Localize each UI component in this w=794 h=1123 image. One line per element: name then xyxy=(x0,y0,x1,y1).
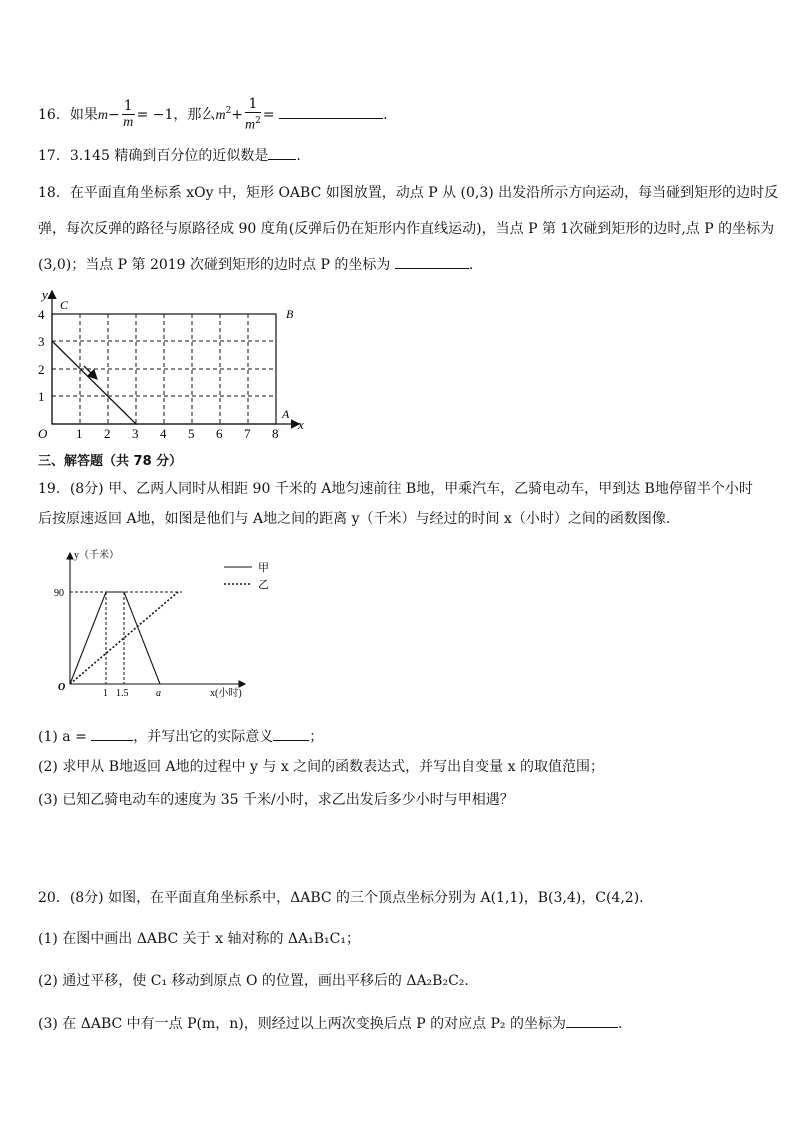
rectangle-grid-figure xyxy=(32,288,312,438)
q16-frac1-numerator: 1 xyxy=(123,98,133,115)
question-19-line-1: 19．(8分) 甲、乙两人同时从相距 90 千米的 A地匀速前往 B地，甲乘汽车，乙骑电动车，甲到达 B地停留半个小时 xyxy=(38,481,753,497)
graph-x-label: x(小时) xyxy=(210,688,242,699)
question-19-sub-2: (2) 求甲从 B地返回 A地的过程中 y 与 x 之间的函数表达式，并写出自变量 x 的取值范围； xyxy=(38,759,604,775)
graph-origin: O xyxy=(58,682,66,693)
graph-x-a: a xyxy=(156,688,161,699)
legend-yi-label: 乙 xyxy=(258,579,269,591)
q16-eq2: = xyxy=(262,106,275,123)
q19-answer-a-blank[interactable] xyxy=(91,740,133,741)
q20-end: . xyxy=(618,1016,623,1032)
y-tick-2: 2 xyxy=(38,362,45,377)
question-19-sub-3: (3) 已知乙骑电动车的速度为 35 千米/小时，求乙出发后多少小时与甲相遇？ xyxy=(38,792,514,808)
question-20-line-1: 20．(8分) 如图，在平面直角坐标系中，ΔABC 的三个顶点坐标分别为 A(1,1)，B(3,4)，C(4,2). xyxy=(38,890,644,906)
q16-fraction-2 xyxy=(245,96,261,134)
x-tick-8: 8 xyxy=(272,426,279,438)
x-tick-1: 1 xyxy=(76,426,83,438)
x-tick-4: 4 xyxy=(160,426,167,438)
graph-y-label: y（千米） xyxy=(74,550,119,561)
question-18-line-3 xyxy=(38,255,473,275)
q16-frac1-denominator: m xyxy=(123,115,134,131)
q20-sub3-text: (3) 在 ΔABC 中有一点 P(m，n)，则经过以上两次变换后点 P 的对应点 P₂ 的坐标为 xyxy=(38,1016,566,1032)
graph-y-90: 90 xyxy=(54,588,64,599)
q17-end: . xyxy=(296,148,301,164)
question-17 xyxy=(38,146,301,166)
question-20-sub-2: (2) 通过平移，使 C₁ 移动到原点 O 的位置，画出平移后的 ΔA₂B₂C₂. xyxy=(38,973,469,989)
q19-sub1-b: ，并写出它的实际意义 xyxy=(133,729,274,745)
direction-arrow xyxy=(84,366,96,378)
q16-sup: 2 xyxy=(225,106,232,117)
path-P xyxy=(52,341,136,424)
section-3-heading: 三、解答题（共 78 分） xyxy=(38,454,183,469)
x-tick-labels xyxy=(76,426,279,438)
q16-frac2-numerator: 1 xyxy=(245,96,261,113)
question-16 xyxy=(38,96,388,134)
q16-frac2-sup: 2 xyxy=(255,116,261,126)
grid-B-label: B xyxy=(286,307,294,321)
y-tick-labels xyxy=(38,307,45,404)
distance-time-graph xyxy=(46,546,296,706)
q18-answer-blank[interactable] xyxy=(395,268,469,269)
q19-sub1-a: (1) a = xyxy=(38,729,87,745)
q16-plus: + xyxy=(231,106,244,123)
grid-origin-label: O xyxy=(38,426,48,438)
q16-fraction-1 xyxy=(122,98,135,131)
q16-var-m: m xyxy=(97,107,108,123)
q16-prefix: 16．如果 xyxy=(38,106,98,123)
q17-answer-blank[interactable] xyxy=(268,159,296,160)
question-18-line-2: 弹，每次反弹的路径与原路径成 90 度角(反弹后仍在矩形内作直线运动)，当点 P 第 1次碰到矩形的边时,点 P 的坐标为 xyxy=(38,221,775,237)
q16-minus: − xyxy=(107,106,120,123)
q16-eq-text: = −1，那么 xyxy=(136,106,216,123)
question-19-line-2: 后按原速返回 A地，如图是他们与 A地之间的距离 y（千米）与经过的时间 x（小时）之间的函数图像. xyxy=(38,511,671,527)
q19-sub1-c: ； xyxy=(309,729,324,745)
x-tick-2: 2 xyxy=(104,426,111,438)
q17-text: 17．3.145 精确到百分位的近似数是 xyxy=(38,148,269,164)
y-tick-4: 4 xyxy=(38,307,45,322)
graph-x-1: 1 xyxy=(103,688,108,699)
q16-frac2-denominator: m xyxy=(245,117,256,133)
y-tick-1: 1 xyxy=(38,389,45,404)
jia-line xyxy=(70,592,160,684)
grid-x-label: x xyxy=(298,417,304,432)
q19-meaning-blank[interactable] xyxy=(273,740,309,741)
q16-answer-blank[interactable] xyxy=(279,118,383,119)
x-tick-7: 7 xyxy=(244,426,251,438)
question-20-sub-3 xyxy=(38,1014,622,1034)
q16-m2: m xyxy=(215,107,226,123)
q18-line-3-text: (3,0)；当点 P 第 2019 次碰到矩形的边时点 P 的坐标为 xyxy=(38,257,391,273)
q18-end: . xyxy=(468,257,474,273)
x-tick-5: 5 xyxy=(188,426,195,438)
q16-frac2-denominator-wrap xyxy=(245,113,261,134)
q20-answer-blank[interactable] xyxy=(566,1027,618,1028)
question-20-sub-1: (1) 在图中画出 ΔABC 关于 x 轴对称的 ΔA₁B₁C₁； xyxy=(38,931,360,947)
grid-C-label: C xyxy=(60,298,69,312)
grid-A-label: A xyxy=(282,407,290,421)
legend-jia-label: 甲 xyxy=(258,562,269,574)
x-tick-3: 3 xyxy=(132,426,139,438)
question-19-sub-1 xyxy=(38,727,323,747)
y-tick-3: 3 xyxy=(38,334,45,349)
graph-x-15: 1.5 xyxy=(116,688,129,699)
x-tick-6: 6 xyxy=(216,426,223,438)
q16-end: . xyxy=(383,106,388,123)
grid-y-label: y xyxy=(42,288,48,302)
grid-dashed-lines xyxy=(52,314,276,424)
question-18-line-1: 18．在平面直角坐标系 xOy 中，矩形 OABC 如图放置，动点 P 从 (0,3) 出发沿所示方向运动，每当碰到矩形的边时反 xyxy=(38,185,779,201)
